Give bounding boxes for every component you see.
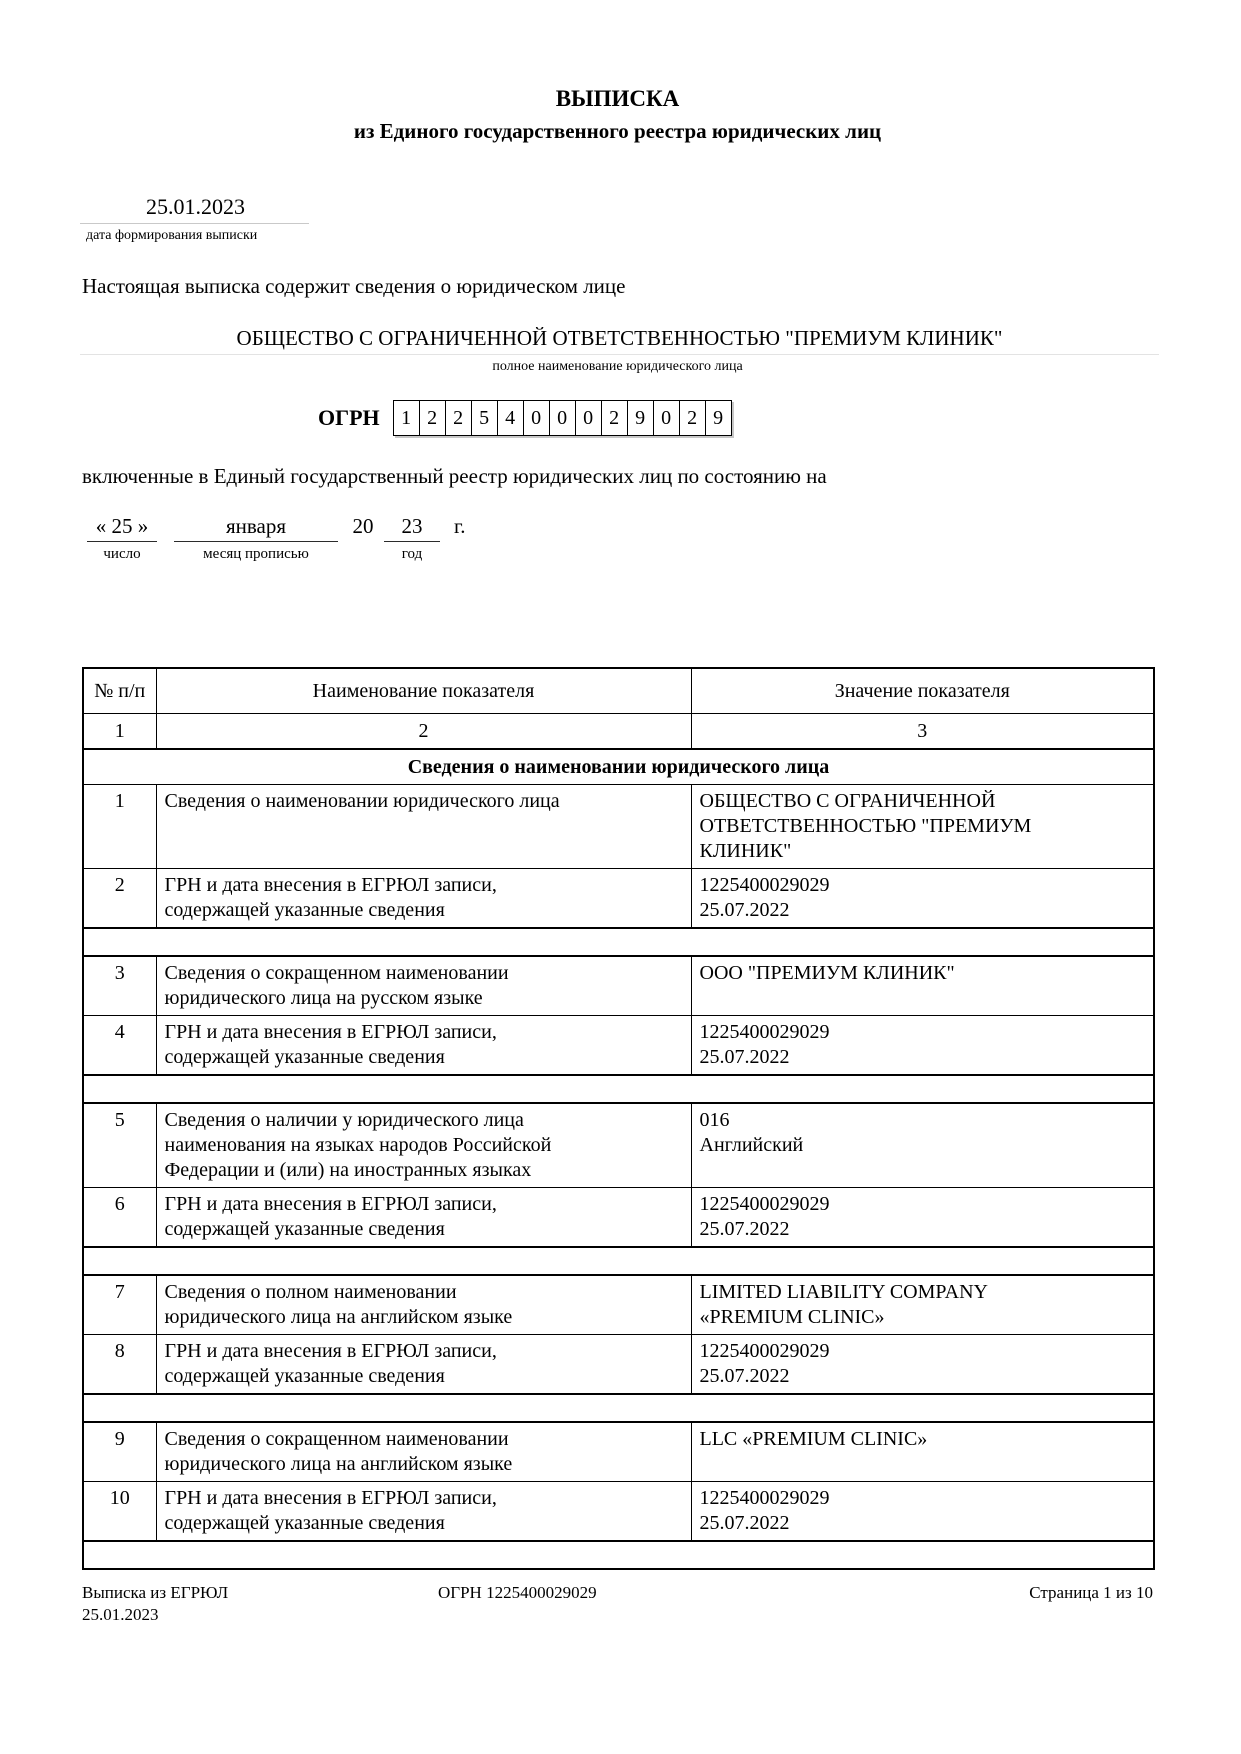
as-of-month-value: января [174,513,338,542]
page-footer [82,1582,1153,1626]
text-line: Английский [699,1134,804,1156]
ogrn-digit-box: 2 [419,401,445,435]
text-line: ГРН и дата внесения в ЕГРЮЛ записи, [164,1193,497,1215]
text-line: Сведения о наличии у юридического лица [164,1109,524,1131]
footer-doc-date: 25.01.2023 [82,1605,159,1624]
text-line: ГРН и дата внесения в ЕГРЮЛ записи, [164,874,497,896]
ogrn-digit-box: 0 [523,401,549,435]
text-line: наименования на языках народов Российской [164,1134,552,1156]
as-of-day-field [87,513,157,563]
row-label [156,1103,691,1188]
ogrn-digit-box: 4 [497,401,523,435]
table-row [83,785,1154,869]
header-num: № п/п [83,668,156,714]
as-of-century-value: 20 [352,514,374,538]
text-line: 1225400029029 [699,874,830,896]
row-number: 6 [83,1188,156,1248]
text-line: 25.07.2022 [699,899,790,921]
as-of-year-field [384,513,440,563]
row-value [691,1335,1154,1395]
text-line: ОБЩЕСТВО С ОГРАНИЧЕННОЙ [699,790,996,812]
text-line: Сведения о сокращенном наименовании [164,1428,509,1450]
formation-date-label: дата формирования выписки [86,228,258,243]
table-row [83,1335,1154,1395]
text-line: 25.07.2022 [699,1218,790,1240]
text-line: ГРН и дата внесения в ЕГРЮЛ записи, [164,1021,497,1043]
as-of-month-field [174,513,338,563]
table-header-row [83,668,1154,714]
row-label [156,1482,691,1542]
as-of-year-label: год [401,546,423,562]
table-row [83,1422,1154,1482]
document-subtitle: из Единого государственного реестра юридических лиц [353,119,882,143]
ogrn-digit-box: 9 [705,401,731,435]
column-number: 1 [83,714,156,750]
spacer-row [83,1394,1154,1422]
company-name-label: полное наименование юридического лица [492,359,743,374]
text-line: «PREMIUM CLINIC» [699,1306,885,1328]
column-numbers-row [83,714,1154,750]
header-name: Наименование показателя [156,668,691,714]
row-label [156,956,691,1016]
row-number: 5 [83,1103,156,1188]
text-line: LLC «PREMIUM CLINIC» [699,1428,928,1450]
row-label [156,1422,691,1482]
column-number: 3 [691,714,1154,750]
row-number: 10 [83,1482,156,1542]
footer-ogrn: ОГРН 1225400029029 [438,1583,597,1602]
spacer-row [83,928,1154,956]
ogrn-digit-box: 1 [401,406,412,429]
row-label [156,1275,691,1335]
column-number: 2 [156,714,691,750]
as-of-month-label: месяц прописью [203,546,309,562]
row-value [691,956,1154,1016]
header-value: Значение показателя [691,668,1154,714]
ogrn-digit-box: 2 [445,401,471,435]
row-label [156,1335,691,1395]
ogrn-digit-box: 9 [627,401,653,435]
text-line: содержащей указанные сведения [164,899,445,921]
as-of-century-field [344,513,382,541]
text-line: содержащей указанные сведения [164,1218,445,1240]
table-row [83,1016,1154,1076]
text-line: Сведения о наименовании юридического лица [164,790,560,812]
row-number: 4 [83,1016,156,1076]
text-line: 1225400029029 [699,1487,830,1509]
ogrn-digit-box: 2 [679,401,705,435]
text-line: LIMITED LIABILITY COMPANY [699,1281,988,1303]
company-name-block [80,326,1159,355]
text-line: содержащей указанные сведения [164,1512,445,1534]
table-row [83,1188,1154,1248]
spacer-row [83,1247,1154,1275]
row-value [691,1016,1154,1076]
text-line: Федерации и (или) на иностранных языках [164,1159,532,1181]
formation-date-underline [80,223,309,224]
spacer-row [83,1541,1154,1569]
row-value [691,1275,1154,1335]
text-line: КЛИНИК" [699,840,792,862]
text-line: ООО "ПРЕМИУМ КЛИНИК" [699,962,955,984]
as-of-year-value: 23 [384,513,440,542]
footer-page-number: Страница 1 из 10 [1029,1583,1153,1602]
intro-text: Настоящая выписка содержит сведения о юридическом лице [82,274,626,298]
row-value [691,1482,1154,1542]
text-line: содержащей указанные сведения [164,1365,445,1387]
ogrn-digit-box: 0 [549,401,575,435]
ogrn-digit-box: 0 [653,401,679,435]
company-full-name: ОБЩЕСТВО С ОГРАНИЧЕННОЙ ОТВЕТСТВЕННОСТЬЮ "ПРЕМИУМ КЛИНИК" [236,326,1003,350]
text-line: 1225400029029 [699,1021,830,1043]
table-row [83,1103,1154,1188]
row-label [156,1188,691,1248]
as-of-day-label: число [103,546,141,562]
as-of-year-suffix: г. [454,514,466,538]
row-value [691,785,1154,869]
row-value [691,1103,1154,1188]
text-line: 016 [699,1109,730,1131]
row-label [156,785,691,869]
text-line: 25.07.2022 [699,1365,790,1387]
text-line: Сведения о сокращенном наименовании [164,962,509,984]
row-value [691,869,1154,929]
text-line: 1225400029029 [699,1340,830,1362]
row-number: 8 [83,1335,156,1395]
text-line: ГРН и дата внесения в ЕГРЮЛ записи, [164,1487,497,1509]
row-number: 1 [83,785,156,869]
table-row [83,869,1154,929]
table-row [83,1482,1154,1542]
row-value [691,1188,1154,1248]
included-line: включенные в Единый государственный реестр юридических лиц по состоянию на [82,464,827,488]
document-title: ВЫПИСКА [555,86,680,111]
ogrn-label: ОГРН [318,405,380,430]
text-line: 25.07.2022 [699,1512,790,1534]
text-line: юридического лица на английском языке [164,1306,513,1328]
row-number: 2 [83,869,156,929]
formation-date-block [82,194,1153,244]
row-label [156,869,691,929]
table-row [83,956,1154,1016]
ogrn-digit-boxes [393,400,732,436]
text-line: 25.07.2022 [699,1046,790,1068]
text-line: юридического лица на русском языке [164,987,483,1009]
ogrn-digit-box: 2 [601,401,627,435]
text-line: Сведения о полном наименовании [164,1281,457,1303]
text-line: ГРН и дата внесения в ЕГРЮЛ записи, [164,1340,497,1362]
ogrn-digit-box: 0 [575,401,601,435]
ogrn-block [318,400,1153,436]
table-row [83,1275,1154,1335]
row-value [691,1422,1154,1482]
row-number: 3 [83,956,156,1016]
indicators-table [82,667,1155,1570]
as-of-date-block [82,513,1153,563]
formation-date: 25.01.2023 [146,194,245,219]
text-line: 1225400029029 [699,1193,830,1215]
text-line: юридического лица на английском языке [164,1453,513,1475]
spacer-row [83,1075,1154,1103]
ogrn-digit-box: 5 [471,401,497,435]
text-line: содержащей указанные сведения [164,1046,445,1068]
footer-left [82,1582,1153,1626]
section-title: Сведения о наименовании юридического лица [83,749,1154,785]
row-number: 7 [83,1275,156,1335]
text-line: ОТВЕТСТВЕННОСТЬЮ "ПРЕМИУМ [699,815,1032,837]
section-title-row [83,749,1154,785]
footer-doc-type: Выписка из ЕГРЮЛ [82,1583,229,1602]
as-of-day-value: « 25 » [87,513,157,542]
row-label [156,1016,691,1076]
row-number: 9 [83,1422,156,1482]
